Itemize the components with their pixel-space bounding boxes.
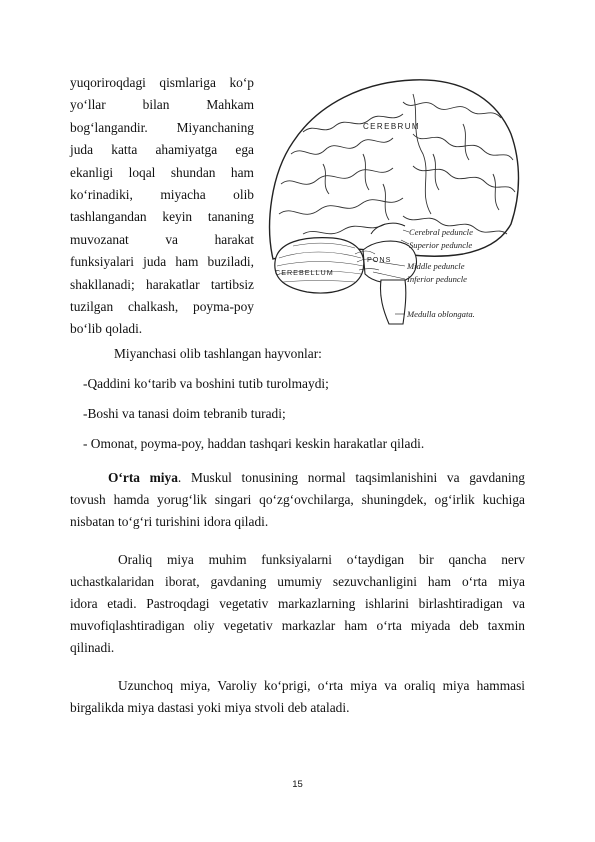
intro-word: Mahkam: [206, 97, 254, 113]
intro-word: katta: [111, 142, 138, 158]
label-superior-peduncle: Superior peduncle: [409, 240, 473, 250]
brain-illustration: [263, 74, 525, 326]
midbrain-line-3: nisbatan to‘g‘ri turishini idora qiladi.: [70, 514, 269, 529]
intro-line: [70, 72, 254, 94]
bullet-item: - Omonat, poyma-poy, haddan tashqari keskin harakatlar qiladi.: [83, 436, 425, 451]
intro-word: ham: [230, 164, 254, 180]
label-pons: PONS: [367, 255, 392, 264]
intro-word: shakllanadi;: [70, 276, 135, 292]
intro-word: harakat: [214, 231, 254, 247]
diencephalon-line: muvofiqlashtiradigan oliy vegetativ markazlar ham o‘rta miyada deb taxmin: [70, 618, 525, 633]
intro-word: qismlariga: [159, 75, 216, 90]
intro-word: keyin: [162, 209, 193, 225]
intro-word: ahamiyatga: [155, 142, 218, 158]
intro-word: ko‘p: [229, 75, 254, 90]
diencephalon-line: uchastkalaridan iborat, gavdaning umumiy sezuvchanligini ham o‘rta miya: [70, 574, 525, 589]
bullet-item: -Boshi va tanasi doim tebranib turadi;: [83, 406, 286, 421]
intro-word: chalkash,: [127, 298, 179, 314]
intro-word: yuqoriroqdagi: [70, 75, 146, 90]
intro-line: [70, 94, 254, 116]
label-cerebral-peduncle: Cerebral peduncle: [409, 227, 473, 237]
intro-word: bog‘langandir.: [70, 119, 148, 135]
intro-word: olib: [233, 186, 254, 202]
page-number: 15: [292, 779, 303, 790]
intro-word: poyma-poy: [193, 298, 254, 314]
midbrain-term: O‘rta miya: [108, 470, 178, 485]
diencephalon-line: qilinadi.: [70, 640, 115, 655]
intro-word: ekanligi: [70, 164, 114, 180]
intro-word: Miyanchaning: [176, 119, 254, 135]
intro-word: tashlangandan: [70, 209, 147, 225]
intro-word: tananing: [207, 209, 254, 225]
midbrain-line-2: tovush hamda yorug‘lik singari qo‘zg‘ovchilarga, shuningdek, og‘irlik kuchiga: [70, 492, 525, 507]
intro-word: juda: [143, 254, 167, 270]
intro-word: ko‘rinadiki,: [70, 186, 133, 202]
intro-paragraph: [70, 72, 254, 341]
intro-word: buziladi,: [207, 254, 254, 270]
intro-word: shundan: [170, 164, 216, 180]
intro-line: [70, 318, 254, 340]
label-middle-peduncle: Middle peduncle: [407, 261, 465, 271]
intro-word: miyacha: [160, 186, 206, 202]
diencephalon-line: idora etadi. Pastroqdagi vegetativ markazlarning ishlarini birlashtiradigan va: [70, 596, 525, 611]
intro-word: bilan: [142, 97, 170, 113]
intro-word: loqal: [128, 164, 156, 180]
intro-line: [70, 251, 254, 273]
intro-line: [70, 162, 254, 184]
intro-word: harakatlar: [146, 276, 200, 292]
diencephalon-line: Oraliq miya muhim funksiyalarni o‘taydigan bir qancha nerv: [118, 552, 525, 567]
removed-animals-heading: Miyanchasi olib tashlangan hayvonlar:: [114, 346, 322, 361]
intro-word: tuzilgan: [70, 298, 114, 314]
intro-word: yo‘llar: [70, 97, 106, 113]
brainstem-line: Uzunchoq miya, Varoliy ko‘prigi, o‘rta miya va oraliq miya hammasi: [118, 678, 525, 693]
intro-word: tartibsiz: [210, 276, 254, 292]
intro-line: [70, 117, 254, 139]
midbrain-text: . Muskul tonusining normal taqsimlanishini va gavdaning: [177, 470, 525, 485]
intro-word: funksiyalari: [70, 254, 134, 270]
label-cerebrum: CEREBRUM: [363, 122, 420, 131]
intro-line: [70, 184, 254, 206]
midbrain-line-1: [70, 467, 525, 489]
intro-word: va: [165, 231, 178, 247]
intro-line: [70, 206, 254, 228]
intro-line: [70, 229, 254, 251]
label-cerebellum: CEREBELLUM: [275, 268, 334, 277]
intro-line: [70, 296, 254, 318]
intro-line: [70, 274, 254, 296]
intro-word: juda: [70, 142, 94, 158]
intro-word: muvozanat: [70, 231, 129, 247]
intro-word: bo‘lib qoladi.: [70, 321, 143, 337]
brain-diagram: [263, 74, 525, 326]
intro-word: ham: [175, 254, 199, 270]
intro-word: ega: [235, 142, 254, 158]
label-medulla-oblongata: Medulla oblongata.: [407, 309, 475, 319]
intro-line: [70, 139, 254, 161]
brainstem-line: birgalikda miya dastasi yoki miya stvoli deb ataladi.: [70, 700, 350, 715]
label-inferior-peduncle: Inferior peduncle: [407, 274, 467, 284]
bullet-item: -Qaddini ko‘tarib va boshini tutib turolmaydi;: [83, 376, 329, 391]
